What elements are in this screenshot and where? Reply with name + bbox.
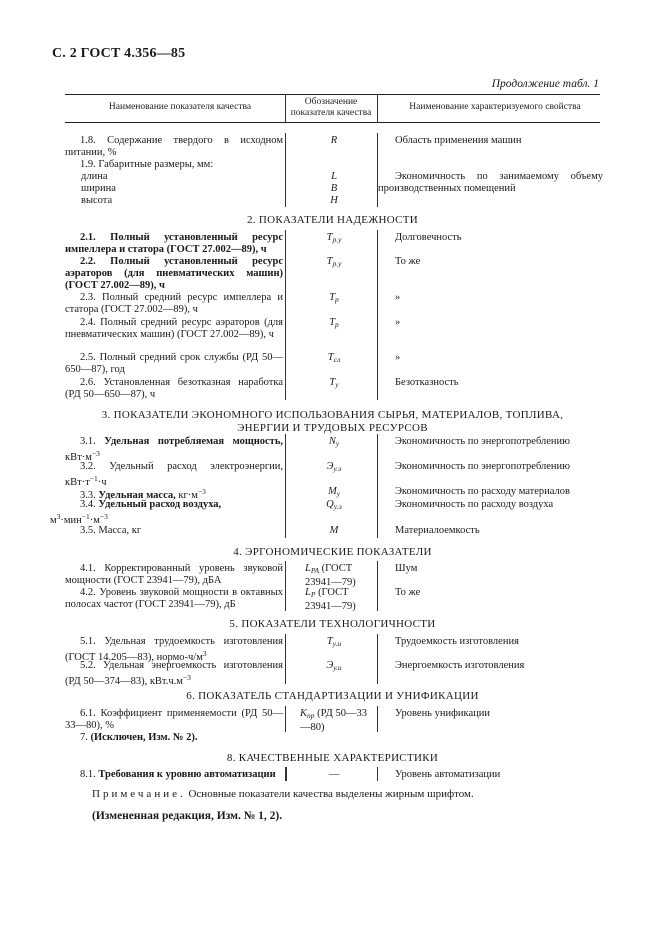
col-header-designation: Обозначение показателя качества — [290, 97, 372, 118]
col-divider — [285, 434, 286, 538]
section-title: 4. ЭРГОНОМИЧЕСКИЕ ПОКАЗАТЕЛИ — [233, 546, 432, 558]
section-title: 2. ПОКАЗАТЕЛИ НАДЕЖНОСТИ — [246, 214, 419, 226]
col-divider — [377, 706, 378, 732]
edition-note: (Измененная редакция, Изм. № 1, 2). — [92, 810, 283, 822]
col-divider — [285, 94, 286, 122]
col-divider — [285, 133, 286, 207]
table-note: Примечание. Основные показатели качества выделены жирным шрифтом. — [92, 788, 474, 800]
table-top-rule — [65, 94, 600, 95]
section-title: 8. КАЧЕСТВЕННЫЕ ХАРАКТЕРИСТИКИ — [226, 752, 439, 764]
page-header: С. 2 ГОСТ 4.356—85 — [52, 46, 186, 61]
col-divider — [377, 230, 378, 400]
col-divider — [285, 561, 286, 611]
section-title: 5. ПОКАЗАТЕЛИ ТЕХНОЛОГИЧНОСТИ — [229, 618, 436, 630]
col-divider — [377, 767, 378, 781]
col-divider — [377, 94, 378, 122]
col-divider — [377, 133, 378, 207]
section-title: 6. ПОКАЗАТЕЛЬ СТАНДАРТИЗАЦИИ И УНИФИКАЦИИ — [186, 690, 479, 702]
col-divider — [377, 634, 378, 684]
table-continuation-label: Продолжение табл. 1 — [491, 78, 599, 90]
col-header-property: Наименование характеризуемого свойства — [409, 102, 581, 112]
col-divider — [377, 434, 378, 538]
col-header-indicator: Наименование показателя качества — [108, 102, 252, 112]
section-title: 3. ПОКАЗАТЕЛИ ЭКОНОМНОГО ИСПОЛЬЗОВАНИЯ СЫРЬЯ, МАТЕРИАЛОВ, ТОПЛИВА, ЭНЕРГИИ И ТРУДОВЫХ РЕСУРСОВ — [101, 409, 564, 434]
table-head-rule — [65, 122, 600, 123]
col-divider — [285, 767, 287, 781]
col-divider — [285, 634, 286, 684]
col-divider — [377, 561, 378, 611]
col-divider — [285, 706, 286, 732]
col-divider — [285, 230, 286, 400]
